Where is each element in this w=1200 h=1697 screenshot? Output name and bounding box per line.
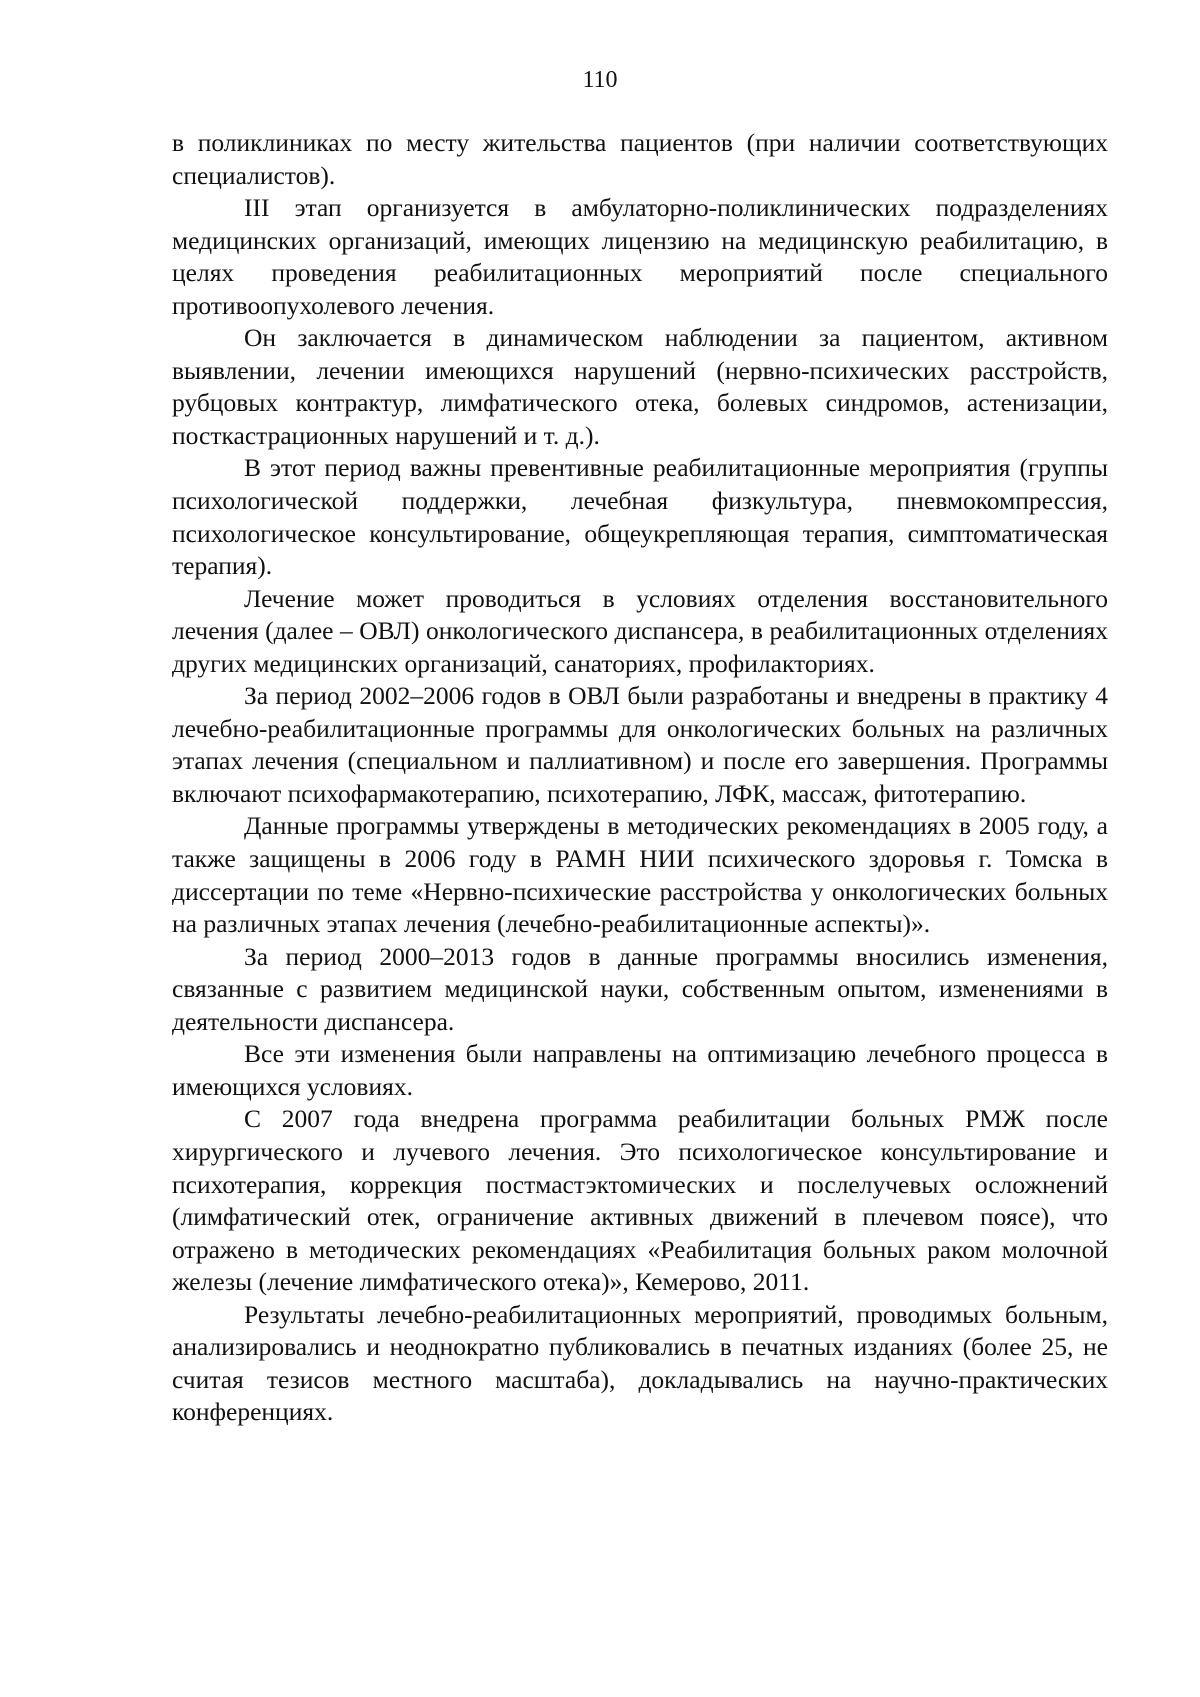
page-number: 110 — [582, 67, 618, 93]
paragraph: Лечение может проводиться в условиях отделения восстановительного лечения (далее – ОВЛ) онкологического диспансера, в реабилитационных отделениях других медицинских организаций, санаториях, профилакториях. — [172, 583, 1108, 678]
paragraph: Все эти изменения были направлены на оптимизацию лечебного процесса в имеющихся условиях. — [172, 1039, 1108, 1101]
paragraph: За период 2002–2006 годов в ОВЛ были разработаны и внедрены в практику 4 лечебно-реабилитационные программы для онкологических больных на различных этапах лечения (специальном и паллиативном) и после его завершения. Программы включают психофармакотерапию, психотерапию, ЛФК, массаж, фитотерапию. — [172, 681, 1108, 808]
paragraph: Данные программы утверждены в методических рекомендациях в 2005 году, а также защищены в 2006 году в РАМН НИИ психического здоровья г. Томска в диссертации по теме «Нервно-психические расстройства у онкологических больных на различных этапах лечения (лечебно-реабилитационные аспекты)». — [172, 811, 1108, 939]
paragraph-continued: в поликлиниках по месту жительства пациентов (при наличии соответствующих специалистов). — [172, 128, 1108, 190]
paragraph: Он заключается в динамическом наблюдении за пациентом, активном выявлении, лечении имеющихся нарушений (нервно-психических расстройств, рубцовых контрактур, лимфатического отека, болевых синдромов, астенизации, посткастрационных нарушений и т. д.). — [172, 323, 1108, 450]
paragraph: III этап организуется в амбулаторно-поликлинических подразделениях медицинских организаций, имеющих лицензию на медицинскую реабилитацию, в целях проведения реабилитационных мероприятий после специального противоопухолевого лечения. — [172, 193, 1108, 320]
text-body — [172, 127, 1108, 1429]
paragraph: В этот период важны превентивные реабилитационные мероприятия (группы психологической поддержки, лечебная физкультура, пневмокомпрессия, психологическое консультирование, общеукрепляющая терапия, симптоматическая терапия). — [172, 453, 1108, 581]
paragraph: За период 2000–2013 годов в данные программы вносились изменения, связанные с развитием медицинской науки, собственным опытом, изменениями в деятельности диспансера. — [172, 941, 1108, 1036]
paragraph: С 2007 года внедрена программа реабилитации больных РМЖ после хирургического и лучевого лечения. Это психологическое консультирование и психотерапия, коррекция постмастэктомических и послелучевых осложнений (лимфатический отек, ограничение активных движений в плечевом поясе), что отражено в методических рекомендациях «Реабилитация больных раком молочной железы (лечение лимфатического отека)», Кемерово, 2011. — [172, 1104, 1108, 1297]
paragraph: Результаты лечебно-реабилитационных мероприятий, проводимых больным, анализировались и неоднократно публиковались в печатных изданиях (более 25, не считая тезисов местного масштаба), докладывались на научно-практических конференциях. — [172, 1299, 1108, 1427]
